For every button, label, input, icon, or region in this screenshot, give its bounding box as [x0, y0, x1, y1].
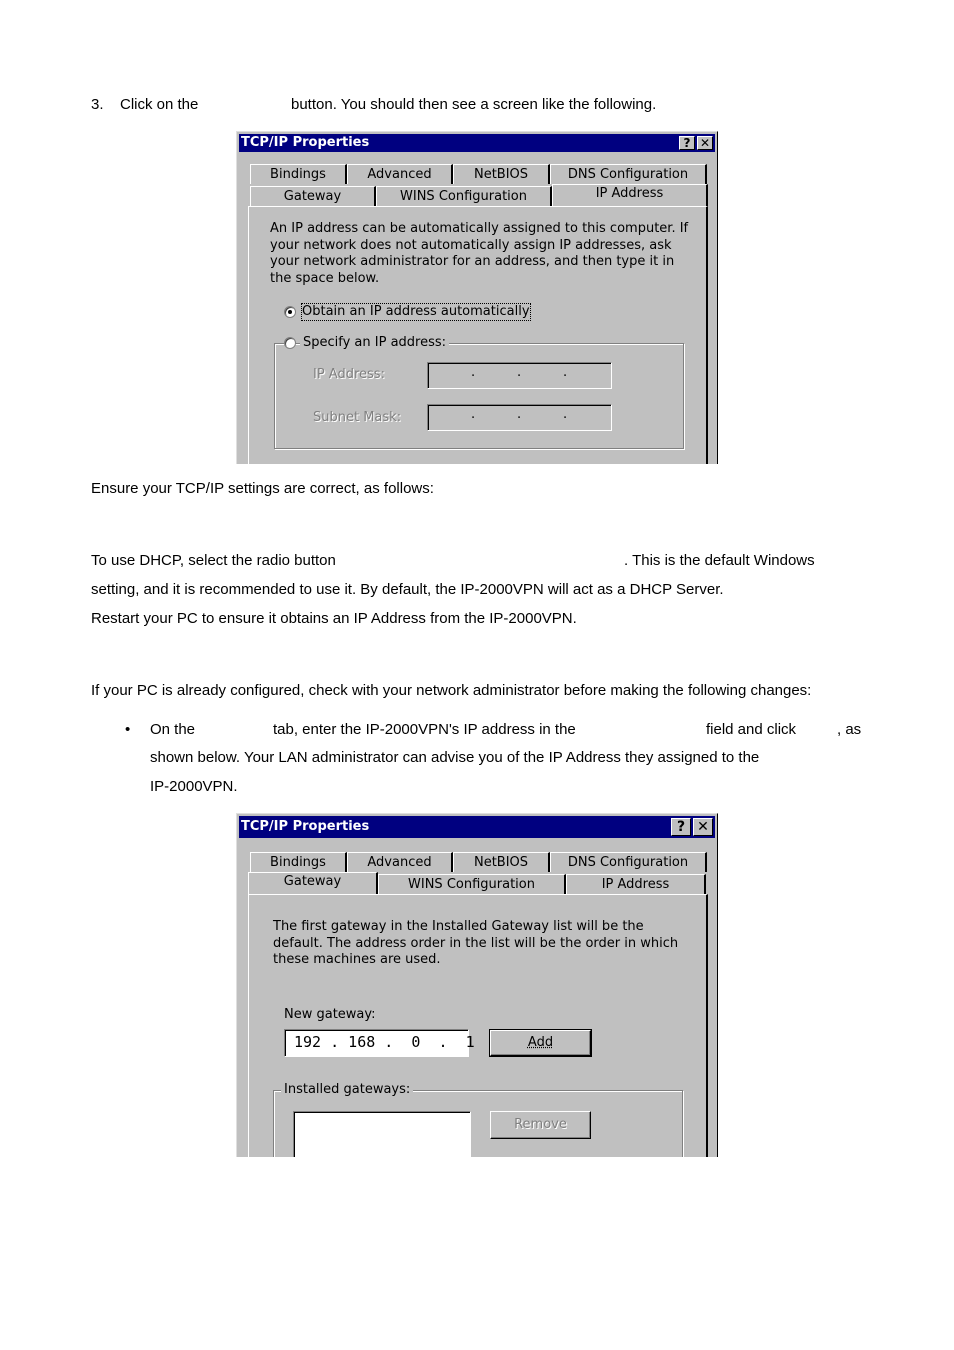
radio-dot — [288, 310, 292, 314]
ip-dot: . — [563, 365, 568, 380]
step3-suffix: button. You should then see a screen like the following. — [291, 96, 657, 113]
mask-dot: . — [563, 407, 568, 422]
tcpip-dialog-ip-address — [236, 131, 718, 464]
step3-prefix: Click on the — [120, 96, 199, 113]
bullet-field-text: field and click — [706, 721, 797, 738]
bullet-line2: shown below. Your LAN administrator can advise you of the IP Address they assigned to the — [150, 749, 760, 766]
installed-gateways-list[interactable] — [293, 1111, 471, 1157]
tab-ip-address[interactable]: IP Address — [566, 874, 706, 894]
bullet-mark: • — [125, 721, 131, 738]
ip-address-label: IP Address: — [313, 367, 385, 382]
dhcp-line1-suffix: . This is the default Windows — [624, 552, 815, 569]
dialog-title: TCP/IP Properties — [241, 135, 370, 150]
dhcp-line1-prefix: To use DHCP, select the radio button — [91, 552, 336, 569]
tab-bindings[interactable]: Bindings — [250, 164, 347, 184]
close-button[interactable]: ✕ — [697, 136, 713, 150]
tab-netbios[interactable]: NetBIOS — [453, 164, 550, 184]
mask-dot: . — [471, 407, 476, 422]
radio-specify-ip[interactable] — [284, 337, 296, 349]
tab-panel — [248, 206, 708, 464]
dialog-titlebar — [239, 134, 715, 152]
dhcp-line3: Restart your PC to ensure it obtains an IP Address from the IP-2000VPN. — [91, 610, 577, 627]
ip-dot: . — [471, 365, 476, 380]
bullet-as: , as — [837, 721, 862, 738]
dialog-title: TCP/IP Properties — [241, 819, 370, 834]
new-gateway-field[interactable] — [284, 1029, 475, 1057]
remove-button[interactable] — [490, 1111, 591, 1139]
tab-gateway[interactable]: Gateway — [250, 186, 376, 206]
tab-wins-configuration[interactable]: WINS Configuration — [376, 186, 552, 206]
bullet-line3: IP-2000VPN. — [150, 778, 238, 795]
tcpip-dialog-gateway — [236, 813, 718, 1157]
tab-netbios[interactable]: NetBIOS — [453, 852, 550, 872]
tab-advanced[interactable]: Advanced — [347, 164, 453, 184]
ip-dot: . — [517, 365, 522, 380]
tab-dns-configuration[interactable]: DNS Configuration — [550, 852, 707, 872]
radio-obtain-auto[interactable] — [284, 306, 296, 318]
close-button[interactable]: ✕ — [693, 818, 713, 836]
tab-panel — [248, 894, 708, 1157]
tab-gateway[interactable]: Gateway — [248, 872, 378, 894]
add-button-label: Add — [527, 1035, 554, 1050]
subnet-mask-field[interactable] — [427, 404, 612, 431]
tab-bindings[interactable]: Bindings — [250, 852, 347, 872]
step3-number: 3. — [91, 96, 104, 113]
ip-address-field[interactable] — [427, 362, 612, 389]
ensure-settings-text: Ensure your TCP/IP settings are correct, as follows: — [91, 480, 434, 497]
radio-obtain-auto-label[interactable]: Obtain an IP address automatically — [302, 304, 530, 319]
tab-ip-address[interactable]: IP Address — [552, 184, 708, 206]
tab-advanced[interactable]: Advanced — [347, 852, 453, 872]
mask-dot: . — [517, 407, 522, 422]
new-gateway-value: 192 . 168 . 0 . 1 — [294, 1033, 475, 1051]
dialog-titlebar — [239, 816, 715, 838]
bullet-on-the: On the — [150, 721, 196, 738]
radio-specify-ip-label[interactable]: Specify an IP address: — [300, 335, 449, 351]
bullet-tab-text: tab, enter the IP-2000VPN's IP address in the — [273, 721, 576, 738]
dhcp-line2: setting, and it is recommended to use it. By default, the IP-2000VPN will act as a DHCP Server. — [91, 581, 724, 598]
tab-wins-configuration[interactable]: WINS Configuration — [378, 874, 566, 894]
remove-button-label: Remove — [514, 1117, 567, 1132]
help-button[interactable]: ? — [671, 818, 691, 836]
description-text: An IP address can be automatically assigned to this computer. If your network does not automatically assign IP addresses, ask your network administrator for an address, and then type it in the space below. — [270, 221, 689, 286]
static-intro-text: If your PC is already configured, check with your network administrator before making the following changes: — [91, 682, 812, 699]
specify-ip-group — [274, 343, 684, 449]
add-button[interactable] — [490, 1030, 591, 1056]
help-button[interactable]: ? — [679, 136, 695, 150]
tab-dns-configuration[interactable]: DNS Configuration — [550, 164, 707, 184]
subnet-mask-label: Subnet Mask: — [313, 410, 402, 425]
new-gateway-label: New gateway: — [284, 1007, 376, 1022]
description-text: The first gateway in the Installed Gateway list will be the default. The address order in the list will be the order in which these machines are used. — [273, 919, 679, 967]
installed-gateways-label: Installed gateways: — [281, 1082, 413, 1098]
